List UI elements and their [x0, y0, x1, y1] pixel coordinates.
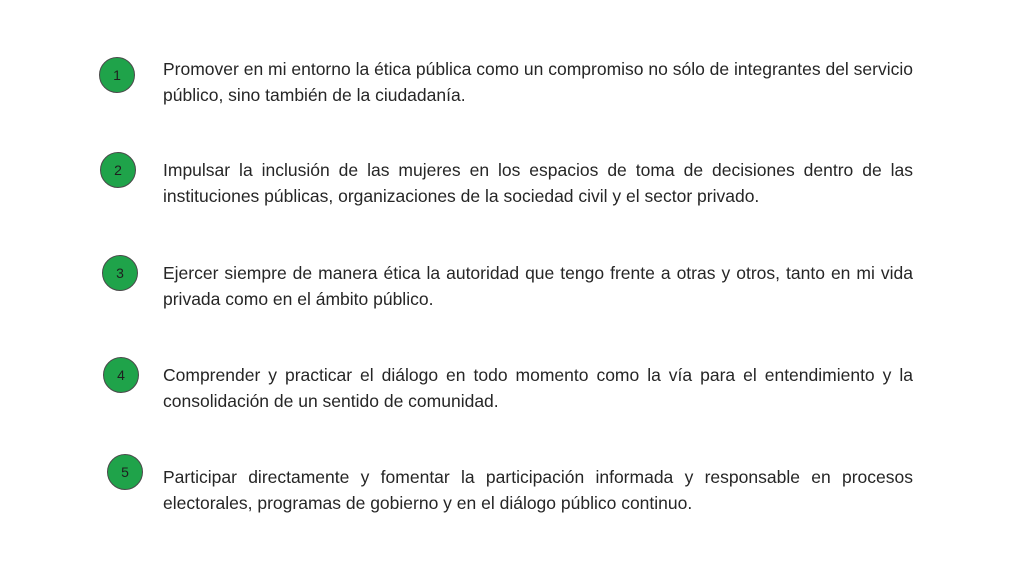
number-badge-4: [103, 357, 139, 393]
number-badge-label: 4: [117, 367, 125, 383]
number-badge-label: 1: [113, 67, 121, 83]
number-badge-1: [99, 57, 135, 93]
number-badge-5: [107, 454, 143, 490]
commitment-text-1: Promover en mi entorno la ética pública como un compromiso no sólo de integrantes del servicio público, sino también de la ciudadanía.: [163, 59, 913, 105]
commitment-text-3: Ejercer siempre de manera ética la autoridad que tengo frente a otras y otros, tanto en mi vida privada como en el ámbito público.: [163, 263, 913, 309]
commitment-text-5: Participar directamente y fomentar la participación informada y responsable en procesos electorales, programas de gobierno y en el diálogo público continuo.: [163, 467, 913, 513]
number-badge-label: 3: [116, 265, 124, 281]
number-badge-2: [100, 152, 136, 188]
number-badge-3: [102, 255, 138, 291]
commitment-text-4: Comprender y practicar el diálogo en todo momento como la vía para el entendimiento y la consolidación de un sentido de comunidad.: [163, 365, 913, 411]
commitment-text-2: Impulsar la inclusión de las mujeres en los espacios de toma de decisiones dentro de las instituciones públicas, organizaciones de la sociedad civil y el sector privado.: [163, 160, 913, 206]
number-badge-label: 2: [114, 162, 122, 178]
number-badge-label: 5: [121, 464, 129, 480]
